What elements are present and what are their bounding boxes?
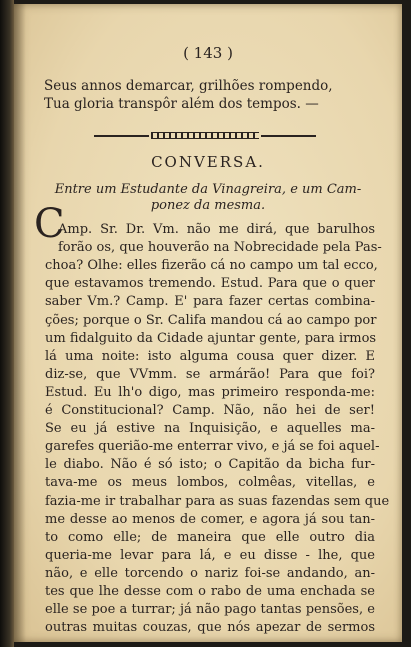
body-line: garefes querião-me enterrar vivo, e já se foi aquel- <box>45 439 380 455</box>
body-line: um fidalguito da Cidade ajuntar gente, para irmos <box>45 330 377 346</box>
body-line: saber Vm.? Camp. E' para fazer certas combina- <box>45 294 375 310</box>
body-line: forão os, que houverão na Nobrecidade pela Pas- <box>58 240 382 256</box>
body-line: tava-me os meus lombos, colmêas, vitellas, e <box>45 475 375 491</box>
section-heading: CONVERSA. <box>151 153 265 171</box>
body-line: choa? Olhe: elles fizerão cá no campo um tal ecco, <box>45 258 378 274</box>
body-line: ções; porque o Sr. Califa mandou cá ao campo por <box>45 312 377 328</box>
page-number: ( 143 ) <box>183 44 233 62</box>
body-line: outras muitas couzas, que nós apezar de sermos <box>45 620 375 636</box>
chain-ornament <box>151 132 259 139</box>
body-line: Amp. Sr. Dr. Vm. não me dirá, que barulhos <box>58 222 375 237</box>
verse-line: Tua gloria transpôr além dos tempos. — <box>44 96 319 112</box>
body-line: lá uma noite: isto alguma cousa quer dizer. E <box>45 348 375 364</box>
gutter-shadow <box>14 4 26 642</box>
body-line: tes que lhe desse com o rabo de uma enchada se <box>45 584 375 599</box>
body-line: to como elle; de maneira que elle outro dia <box>45 529 375 545</box>
body-line: diz-se, que VVmm. se armárão! Para que foi? <box>45 366 375 382</box>
section-subtitle: Entre um Estudante da Vinagreira, e um Cam- <box>54 182 362 197</box>
body-line: Estud. Eu lh'o digo, mas primeiro responda-me: <box>45 384 375 400</box>
body-line: fazia-me ir trabalhar para as suas fazendas sem que <box>45 493 390 509</box>
body-line: não, e elle torcendo o nariz foi-se andando, an- <box>45 565 375 581</box>
drop-cap: C <box>34 201 65 247</box>
book-binding-edge <box>0 0 14 647</box>
body-line: é Constitucional? Camp. Não, não hei de ser! <box>45 403 375 418</box>
body-line: le diabo. Não é só isto; o Capitão da bicha fur- <box>45 457 375 473</box>
body-line: me desse ao menos de comer, e agora já sou tan- <box>45 511 375 527</box>
body-line: Se eu já estive na Inquisição, e aquelles ma- <box>45 421 375 437</box>
section-subtitle: ponez da mesma. <box>150 198 266 213</box>
book-page <box>14 4 402 642</box>
verse-line: Seus annos demarcar, grilhões rompendo, <box>44 78 333 94</box>
body-line: queria-me levar para lá, e eu disse - lhe, que <box>45 547 375 563</box>
ornamental-divider <box>94 131 316 140</box>
body-line: que estavamos tremendo. Estud. Para que o quer <box>45 276 375 292</box>
body-line: elle se poe a turrar; já não pago tantas pensões, e <box>45 602 375 618</box>
